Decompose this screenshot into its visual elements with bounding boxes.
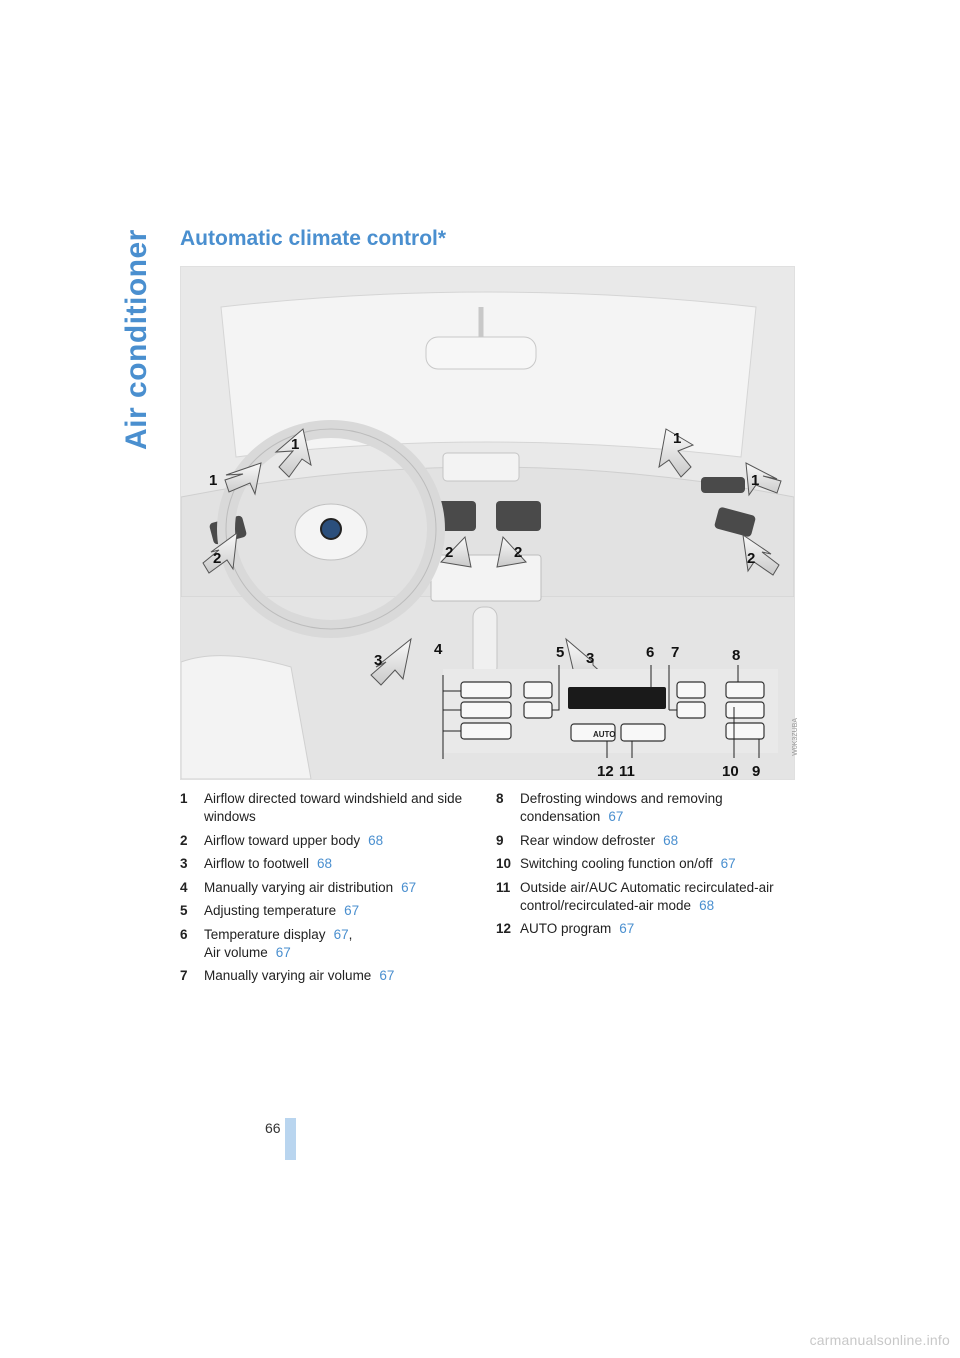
callout-3a: 3 <box>374 652 383 669</box>
legend-item-5 <box>180 902 480 920</box>
legend-num: 5 <box>180 903 188 918</box>
page-ref-link[interactable]: 68 <box>663 832 679 848</box>
callout-5: 5 <box>556 644 565 661</box>
legend-item-2 <box>180 832 480 850</box>
legend-num: 12 <box>496 921 512 936</box>
legend-item-9 <box>496 832 796 850</box>
legend-text: Airflow toward upper body <box>204 832 361 848</box>
legend-text: Temperature display <box>204 926 326 942</box>
chapter-title: Air conditioner <box>120 229 153 450</box>
callout-1d: 1 <box>751 472 760 489</box>
page-ref-link[interactable]: 67 <box>333 926 349 942</box>
legend-text: Manually varying air volume <box>204 968 372 983</box>
callout-11: 11 <box>619 763 635 779</box>
legend-left-column <box>180 790 480 991</box>
page-ref-link[interactable]: 68 <box>699 897 715 913</box>
page-ref-link[interactable]: 67 <box>401 879 417 895</box>
callout-1b: 1 <box>209 472 218 489</box>
legend-text: Manually varying air distribution <box>204 879 394 895</box>
legend-item-12 <box>496 920 796 938</box>
callout-2a: 2 <box>213 550 222 567</box>
legend-punct: , <box>348 926 353 942</box>
legend-item-6 <box>180 926 480 962</box>
figure-code: W0K3ZUBA <box>792 718 799 756</box>
legend-num: 10 <box>496 856 512 871</box>
legend-num: 1 <box>180 791 188 806</box>
page-ref-link[interactable]: 67 <box>344 903 360 918</box>
callout-8: 8 <box>732 647 741 664</box>
page-ref-link[interactable]: 68 <box>368 832 384 848</box>
legend-item-7 <box>180 967 480 985</box>
legend-item-1 <box>180 790 480 826</box>
page-ref-link[interactable]: 67 <box>619 921 635 936</box>
legend-num: 6 <box>180 926 188 942</box>
callout-6: 6 <box>646 644 655 661</box>
callout-1a: 1 <box>291 436 300 453</box>
legend-item-4 <box>180 879 480 897</box>
legend-text: Airflow directed toward windshield and side windows <box>204 791 463 824</box>
callout-7: 7 <box>671 644 680 661</box>
legend-item-10 <box>496 855 796 873</box>
climate-control-illustration <box>180 266 795 780</box>
legend-num: 3 <box>180 856 188 871</box>
callout-2d: 2 <box>747 550 756 567</box>
chapter-side-tab <box>120 226 154 450</box>
callout-2c: 2 <box>514 544 523 561</box>
page-ref-link[interactable]: 67 <box>275 944 291 960</box>
callout-3b: 3 <box>586 650 595 667</box>
legend-text: Airflow to footwell <box>204 856 310 871</box>
legend-text: Defrosting windows and removing condensation <box>520 791 723 824</box>
auto-button-label: AUTO <box>593 730 616 739</box>
legend-item-11 <box>496 879 796 915</box>
watermark: carmanualsonline.info <box>809 1332 950 1348</box>
page-ref-link[interactable]: 68 <box>317 856 333 871</box>
page-marker-bar <box>285 1118 296 1160</box>
callout-10: 10 <box>722 763 739 779</box>
legend-text: Adjusting temperature <box>204 903 337 918</box>
legend-num: 9 <box>496 832 504 848</box>
legend-item-8 <box>496 790 796 826</box>
dashboard-drawing <box>181 267 794 779</box>
legend-text: AUTO program <box>520 921 612 936</box>
page-number: 66 <box>265 1120 281 1136</box>
legend-item-3 <box>180 855 480 873</box>
legend-num: 7 <box>180 968 188 983</box>
legend-num: 8 <box>496 791 504 806</box>
legend-text: Air volume <box>204 944 268 960</box>
callout-1c: 1 <box>673 430 682 447</box>
legend-text: Rear window defroster <box>520 832 656 848</box>
climate-panel <box>443 665 778 759</box>
legend-num: 11 <box>496 879 511 895</box>
callout-4: 4 <box>434 641 443 658</box>
callout-9: 9 <box>752 763 761 779</box>
legend-text: Switching cooling function on/off <box>520 856 713 871</box>
callout-12: 12 <box>597 763 614 779</box>
page-ref-link[interactable]: 67 <box>379 968 395 983</box>
legend-text: Outside air/AUC Automatic recirculated-air control/recirculated-air mode <box>520 879 774 913</box>
page-title: Automatic climate control* <box>180 227 447 250</box>
page-ref-link[interactable]: 67 <box>608 809 624 824</box>
legend-num: 4 <box>180 879 188 895</box>
legend-num: 2 <box>180 832 188 848</box>
page-ref-link[interactable]: 67 <box>720 856 736 871</box>
legend-right-column <box>496 790 796 944</box>
callout-2b: 2 <box>445 544 454 561</box>
